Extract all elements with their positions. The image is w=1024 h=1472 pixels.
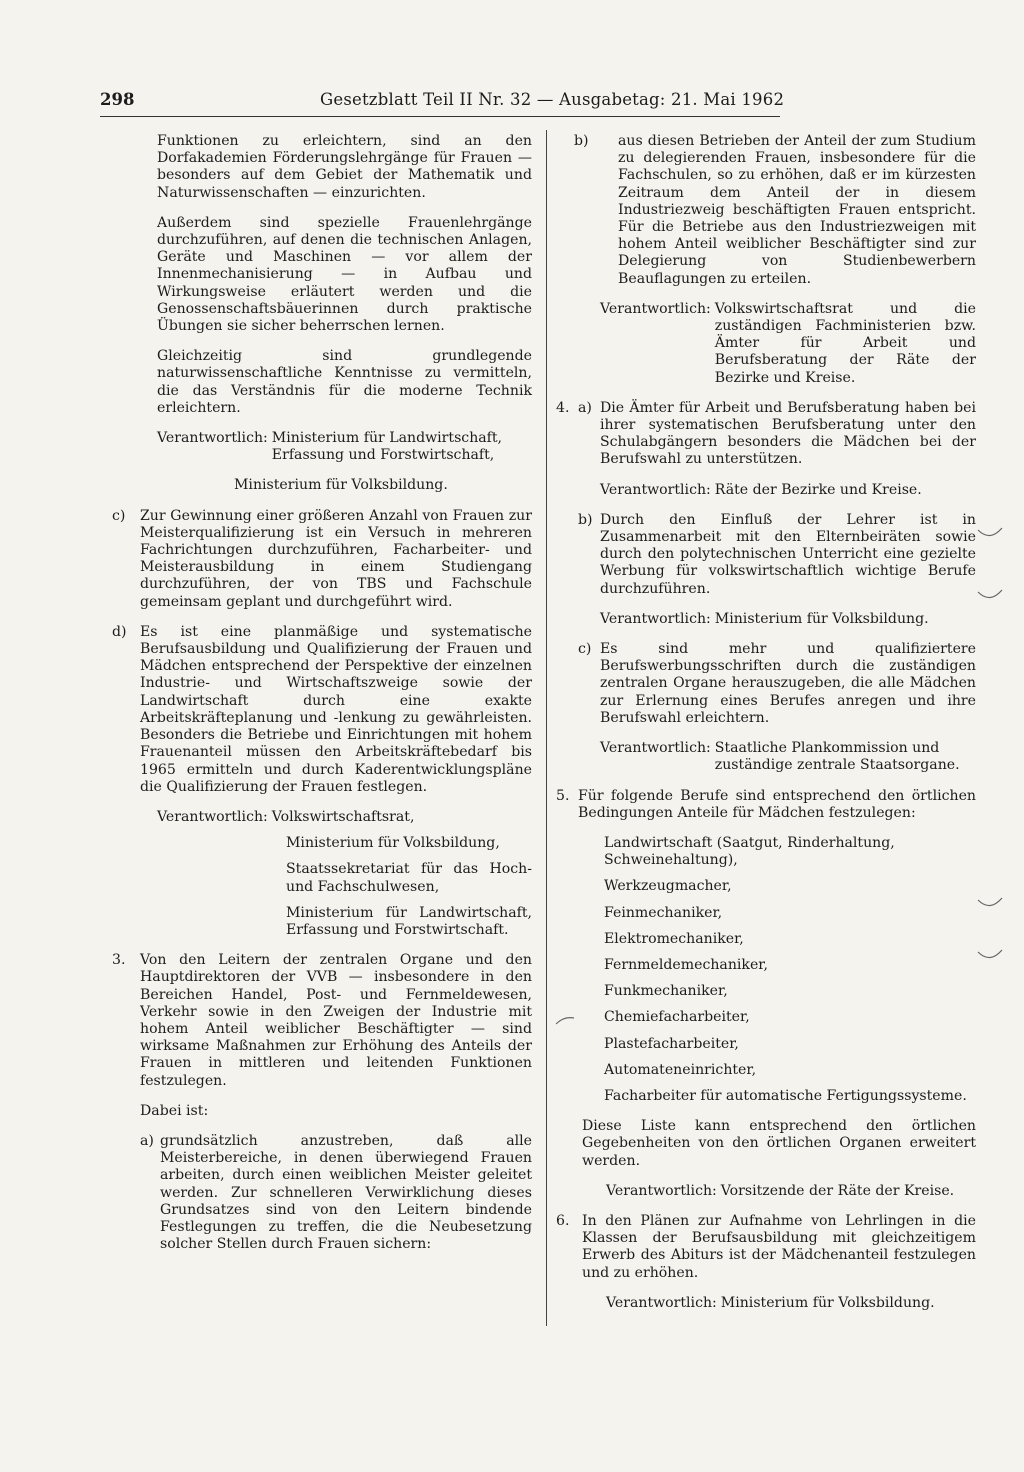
list-item: Werkzeugmacher,	[604, 878, 732, 895]
item-label: d)	[112, 623, 127, 640]
item-label: c)	[112, 507, 126, 524]
item-text: Die Ämter für Arbeit und Berufsberatung haben bei ihrer systematischen Berufsberatung unter den Schulabgängern besonders die Mädchen bei der Berufswahl zu unterstützen.	[600, 399, 976, 468]
item-text: Es sind mehr und qualifiziertere Berufswerbungsschriften durch die zuständigen zentralen Organe herauszugeben, die alle Mädchen zur Erlernung eines Berufes anregen und ihre Berufswahl erleichtern.	[600, 641, 976, 726]
margin-mark	[976, 890, 1004, 970]
list-item: Facharbeiter für automatische Fertigungssysteme.	[604, 1087, 967, 1104]
responsibility	[556, 1295, 976, 1312]
responsibility-label: Verantwortlich:	[600, 300, 711, 317]
responsibility-value: Staatssekretariat für das Hoch- und Fachschulwesen,	[286, 861, 532, 895]
paragraph: Außerdem sind spezielle Frauenlehrgänge durchzuführen, auf denen die technischen Anlagen, Geräte und Maschinen — vor allem der Innenmechanisierung — in Aufbau und Wirkungsweise erläutert werden und die Genossenschaftsbäuerinnen durch praktische Übungen sie sicher beherrschen lernen.	[157, 214, 532, 335]
responsibility	[556, 611, 976, 628]
item-text: Für folgende Berufe sind entsprechend den örtlichen Bedingungen Anteile für Mädchen festzulegen:	[578, 787, 976, 821]
responsibility	[112, 430, 532, 464]
item-label: 5.	[556, 787, 570, 804]
paragraph: Gleichzeitig sind grundlegende naturwissenschaftliche Kenntnisse zu vermitteln, die das Verständnis für die moderne Technik erleichtern.	[157, 348, 532, 416]
responsibility-value: Ministerium für Landwirtschaft, Erfassung und Forstwirtschaft.	[286, 904, 532, 938]
list-item: Feinmechaniker,	[604, 904, 723, 921]
item-label: a)	[140, 1132, 154, 1149]
margin-mark	[976, 520, 1004, 620]
column-divider	[546, 130, 547, 1326]
responsibility	[556, 740, 976, 774]
item-label: c)	[578, 641, 592, 658]
responsibility-label: Verantwortlich:	[600, 481, 711, 498]
responsibility-value: Vorsitzende der Räte der Kreise.	[720, 1182, 955, 1199]
item-text: Es ist eine planmäßige und systematische Berufsausbildung und Qualifizierung der Frauen und Mädchen entsprechend der Perspektive der einzelnen Industrie- und Wirtschaftszweige sowie der Landwirtschaft durch eine exakte Arbeitskräfteplanung und -lenkung zu gewährleisten. Besonders die Betriebe und Einrichtungen mit hohem Frauenanteil müssen den Arbeitskräftebedarf bis 1965 ermitteln und durch Kaderentwicklungspläne die Qualifizierung der Frauen festlegen.	[140, 623, 532, 795]
responsibility-label: Verantwortlich:	[600, 740, 711, 757]
header-rule	[100, 116, 780, 117]
paragraph: Diese Liste kann entsprechend den örtlichen Gegebenheiten von den örtlichen Organen erweitert werden.	[582, 1118, 976, 1169]
left-column	[112, 133, 532, 1253]
list-item: Fernmeldemechaniker,	[604, 956, 768, 973]
right-column	[556, 133, 976, 1312]
list-item: Automateneinrichter,	[604, 1061, 757, 1078]
item-label: 3.	[112, 952, 126, 969]
item-text: grundsätzlich anzustreben, daß alle Meisterbereiche, in denen überwiegend Frauen arbeiten, durch einen weiblichen Meister geleitet werden. Zur schnelleren Verwirklichung dieses Grundsatzes sind von den Leitern bindende Festlegungen zu treffen, die die Neubesetzung solcher Stellen durch Frauen sichern:	[160, 1132, 532, 1253]
responsibility-value: Ministerium für Volksbildung,	[286, 835, 500, 852]
responsibility-label: Verantwortlich:	[606, 1182, 717, 1199]
responsibility-value: Ministerium für Landwirtschaft, Erfassung und Forstwirtschaft,	[271, 430, 503, 464]
responsibility	[556, 1183, 976, 1200]
list-item: Elektromechaniker,	[604, 930, 744, 947]
responsibility-value: Räte der Bezirke und Kreise.	[714, 481, 922, 498]
responsibility-value: Volkswirtschaftsrat und die zuständigen Fachministerien bzw. Ämter für Arbeit und Berufsberatung der Räte der Bezirke und Kreise.	[714, 300, 976, 386]
list-item	[112, 1133, 532, 1253]
list-item	[112, 624, 532, 796]
item-label: 4.	[556, 399, 570, 416]
list-item	[556, 512, 976, 598]
responsibility-label: Verantwortlich:	[157, 430, 268, 447]
list-item	[556, 133, 976, 288]
page-header	[100, 90, 790, 116]
responsibility-value: Ministerium für Volksbildung.	[714, 610, 929, 627]
responsibility	[556, 482, 976, 499]
item-label: b)	[578, 511, 593, 528]
list-item: Chemiefacharbeiter,	[604, 1009, 750, 1026]
list-item: Funkmechaniker,	[604, 983, 728, 1000]
job-list	[556, 835, 976, 1105]
responsibility	[556, 301, 976, 387]
responsibility	[112, 809, 532, 826]
item-text: aus diesen Betrieben der Anteil der zum Studium zu delegierenden Frauen, insbesondere für die Fachschulen, so zu erhöhen, daß er im kürzesten Zeitraum dem Anteil der in diesem Industriezweig beschäftigten Frauen entspricht. Für die Betriebe aus den Industriezweigen mit hohem Anteil weiblicher Beschäftigter sind zur Delegierung von Studienbewerbern Beauflagungen zu erteilen.	[618, 133, 976, 287]
responsibility-label: Verantwortlich:	[600, 610, 711, 627]
item-label: 6.	[556, 1212, 570, 1229]
margin-mark	[554, 1012, 576, 1030]
page-title: Gesetzblatt Teil II Nr. 32 — Ausgabetag: 21. Mai 1962	[320, 90, 785, 109]
list-item	[556, 788, 976, 822]
paragraph: Dabei ist:	[140, 1102, 209, 1119]
list-item: Plastefacharbeiter,	[604, 1035, 739, 1052]
list-item: Landwirtschaft (Saatgut, Rinderhaltung, Schweinehaltung),	[604, 834, 895, 869]
item-label: a)	[578, 399, 592, 416]
list-item	[556, 400, 976, 469]
item-text: In den Plänen zur Aufnahme von Lehrlingen in die Klassen der Berufsausbildung mit gleichzeitigem Erwerb des Abiturs ist der Mädchenanteil festzulegen und zu erhöhen.	[582, 1212, 976, 1281]
list-item	[556, 641, 976, 727]
item-text: Zur Gewinnung einer größeren Anzahl von Frauen zur Meisterqualifizierung ist ein Versuch in mehreren Fachrichtungen durchzuführen, Facharbeiter- und Meisterausbildung in einem Studiengang durchzuführen, der von TBS und Fachschule gemeinsam geplant und durchgeführt wird.	[140, 507, 532, 610]
item-text: Durch den Einfluß der Lehrer ist in Zusammenarbeit mit den Elternbeiräten sowie durch den polytechnischen Unterricht eine gezielte Werbung für volkswirtschaftlich wichtige Berufe durchzuführen.	[600, 511, 976, 597]
responsibility-value: Ministerium für Volksbildung.	[234, 477, 448, 494]
responsibility-label: Verantwortlich:	[157, 808, 268, 825]
responsibility-value: Volkswirtschaftsrat,	[271, 808, 415, 825]
list-item	[112, 952, 532, 1090]
responsibility-value: Ministerium für Volksbildung.	[720, 1294, 935, 1311]
page-number: 298	[100, 90, 135, 109]
item-text: Von den Leitern der zentralen Organe und den Hauptdirektoren der VVB — insbesondere in den Bereichen Handel, Post- und Fernmeldewesen, Verkehr sowie in den Zweigen der Industrie mit hohem Anteil weiblicher Beschäftigter — sind wirksame Maßnahmen zur Erhöhung des Anteils der Frauen in mittleren und leitenden Funktionen festzulegen.	[140, 952, 532, 1089]
item-label: b)	[574, 133, 589, 149]
list-item	[112, 508, 532, 611]
responsibility-label: Verantwortlich:	[606, 1294, 717, 1311]
list-item	[556, 1213, 976, 1282]
paragraph: Funktionen zu erleichtern, sind an den Dorfakademien Förderungslehrgänge für Frauen — besonders auf dem Gebiet der Mathematik und Naturwissenschaften — einzurichten.	[157, 133, 532, 201]
responsibility-value: Staatliche Plankommission und zuständige zentrale Staatsorgane.	[714, 740, 960, 774]
